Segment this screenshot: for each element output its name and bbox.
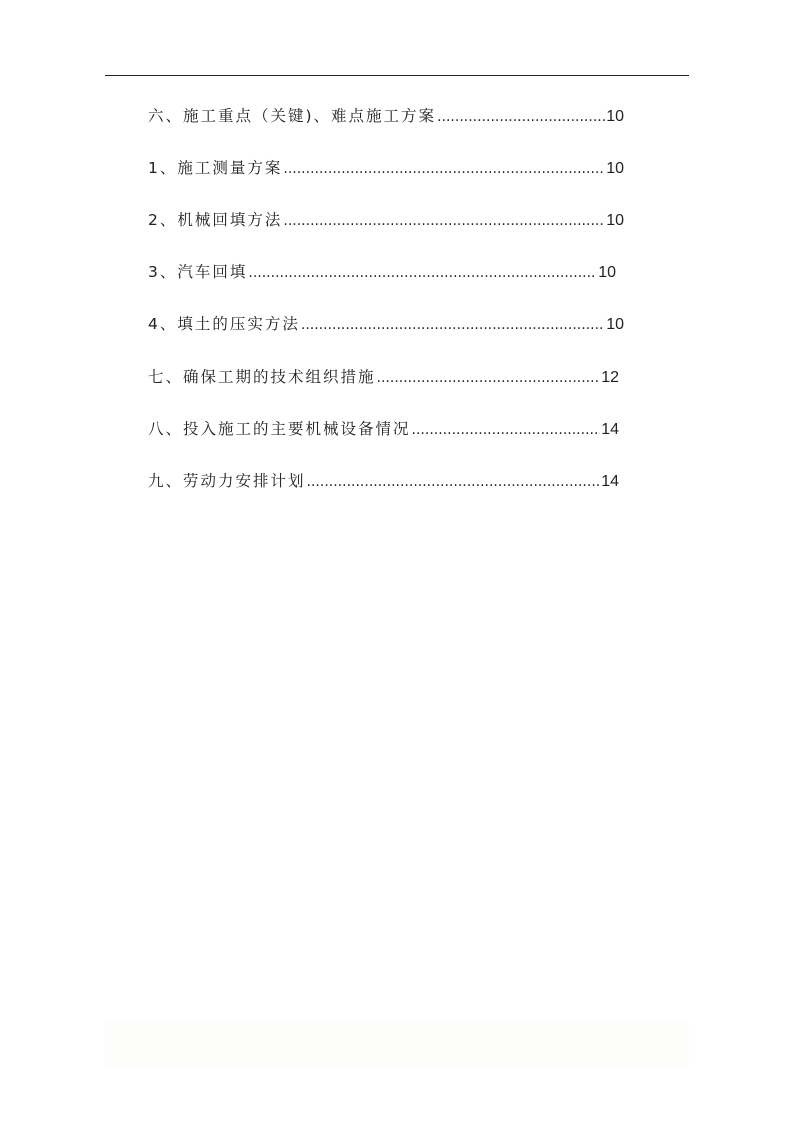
toc-entry-title: 六、施工重点（关键)、难点施工方案	[148, 107, 437, 125]
toc-leader-dots	[437, 109, 605, 125]
toc-entry-title: 3、汽车回填	[148, 263, 248, 281]
toc-entry[interactable]	[148, 365, 619, 389]
toc-entry-page: 14	[601, 421, 619, 438]
toc-entry[interactable]	[148, 104, 624, 128]
toc-entry-title: 2、机械回填方法	[148, 211, 283, 229]
toc-entry-page: 10	[606, 212, 624, 229]
toc-entry-title: 九、劳动力安排计划	[148, 472, 306, 490]
toc-entry-page: 14	[601, 473, 619, 490]
toc-leader-dots	[301, 317, 605, 333]
toc-entry-page: 12	[601, 369, 619, 386]
toc-entry-title: 八、投入施工的主要机械设备情况	[148, 420, 411, 438]
toc-entry[interactable]	[148, 469, 619, 493]
toc-leader-dots	[307, 474, 601, 490]
toc-leader-dots	[412, 422, 601, 438]
toc-entry-title: 1、施工测量方案	[148, 159, 283, 177]
toc-leader-dots	[377, 370, 601, 386]
header-rule	[105, 75, 689, 76]
page-footer-area	[105, 1022, 689, 1066]
toc-entry[interactable]	[148, 312, 624, 336]
toc-entry[interactable]	[148, 260, 616, 284]
toc-leader-dots	[248, 265, 597, 281]
toc-entry-page: 10	[606, 160, 624, 177]
toc-leader-dots	[283, 161, 605, 177]
toc-entry-page: 10	[606, 316, 624, 333]
toc-entry[interactable]	[148, 417, 619, 441]
toc-leader-dots	[283, 213, 605, 229]
toc-entry[interactable]	[148, 208, 624, 232]
toc-entry[interactable]	[148, 156, 624, 180]
toc-entry-page: 10	[606, 108, 624, 125]
toc-entry-title: 七、确保工期的技术组织措施	[148, 368, 376, 386]
toc-entry-title: 4、填土的压实方法	[148, 315, 300, 333]
toc-entry-page: 10	[598, 264, 616, 281]
